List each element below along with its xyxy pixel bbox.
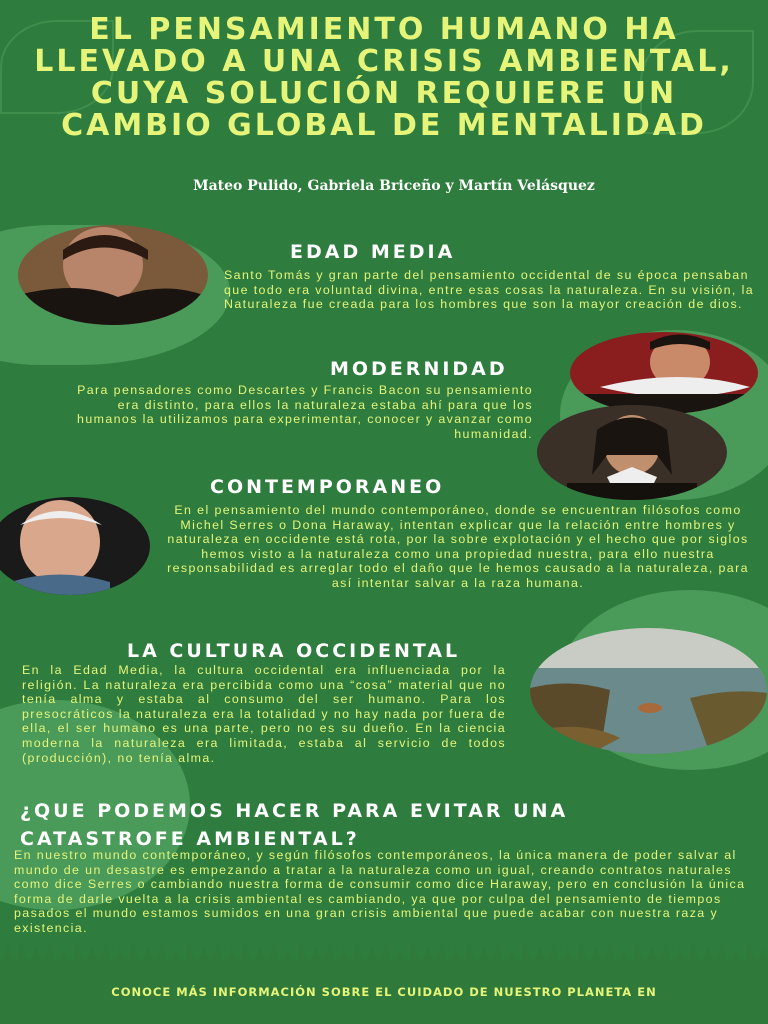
section-text-cultura-occidental: En la Edad Media, la cultura occidental era influenciada por la religión. La naturaleza era percibida como una “cosa” material que no tenía alma y estaba al consumo del ser humano. Para los presocráticos la naturaleza era la totalidad y no hay nada por fuera de ella, el ser humano es una parte, pero no es su dueño. En la ciencia moderna la naturaleza era limitada, estaba al servicio de todos (producción), no tenía alma. — [22, 663, 506, 765]
francis-bacon-portrait — [570, 332, 758, 414]
section-text-que-hacer: En nuestro mundo contemporáneo, y según filósofos contemporáneos, la única manera de poder salvar al mundo de un desastre es empezando a tratar a la naturaleza como un igual, creando contratos naturales como dice Serres o cambiando nuestra forma de consumir como dice Haraway, pero en conclusión la única forma de darle vuelta a la crisis ambiental es cambiando, ya que por culpa del pensamiento de tiempos pasados el mundo estamos sumidos en una gran crisis ambiental que puede acabar con nuestra raza y existencia. — [14, 848, 746, 935]
section-heading-cultura-occidental: LA CULTURA OCCIDENTAL — [127, 640, 461, 662]
section-text-contemporaneo: En el pensamiento del mundo contemporáneo, donde se encuentran filósofos como Michel Serres o Dona Haraway, intentan explicar que la relación entre hombres y naturaleza en occidente está rota, por la sobre explotación y el hecho que por siglos hemos visto a la naturaleza como una propiedad nuestra, para ello nuestra responsabilidad es arreglar todo el daño que le hemos causado a la naturaleza, para así intentar salvar a la raza humana. — [167, 503, 749, 590]
footer-text: CONOCE MÁS INFORMACIÓN SOBRE EL CUIDADO DE NUESTRO PLANETA EN — [111, 985, 657, 999]
section-text-modernidad: Para pensadores como Descartes y Francis Bacon su pensamiento era distinto, para ellos la naturaleza estaba ahí para que los humanos la utilizamos para experimentar, conocer y avanzar como humanidad. — [77, 383, 533, 441]
santo-tomas-portrait — [18, 225, 208, 325]
descartes-portrait — [537, 405, 727, 500]
section-heading-contemporaneo: CONTEMPORANEO — [210, 476, 445, 498]
grass-decoration — [0, 939, 768, 1024]
section-text-edad-media: Santo Tomás y gran parte del pensamiento occidental de su época pensaban que todo era voluntad divina, entre esas cosas la naturaleza. En su visión, la Naturaleza fue creada para los hombres que son la mayor creación de dios. — [224, 268, 755, 312]
authors: Mateo Pulido, Gabriela Briceño y Martín Velásquez — [193, 178, 595, 194]
section-heading-que-hacer: ¿QUE PODEMOS HACER PARA EVITAR UNA CATASTROFE AMBIENTAL? — [20, 800, 569, 850]
section-heading-edad-media: EDAD MEDIA — [290, 241, 456, 263]
page-title: EL PENSAMIENTO HUMANO HA LLEVADO A UNA CRISIS AMBIENTAL, CUYA SOLUCIÓN REQUIERE UN CAMBIO GLOBAL DE MENTALIDAD — [34, 12, 734, 143]
michel-serres-portrait — [0, 497, 150, 595]
landscape-painting — [530, 628, 767, 754]
section-heading-modernidad: MODERNIDAD — [330, 358, 508, 380]
